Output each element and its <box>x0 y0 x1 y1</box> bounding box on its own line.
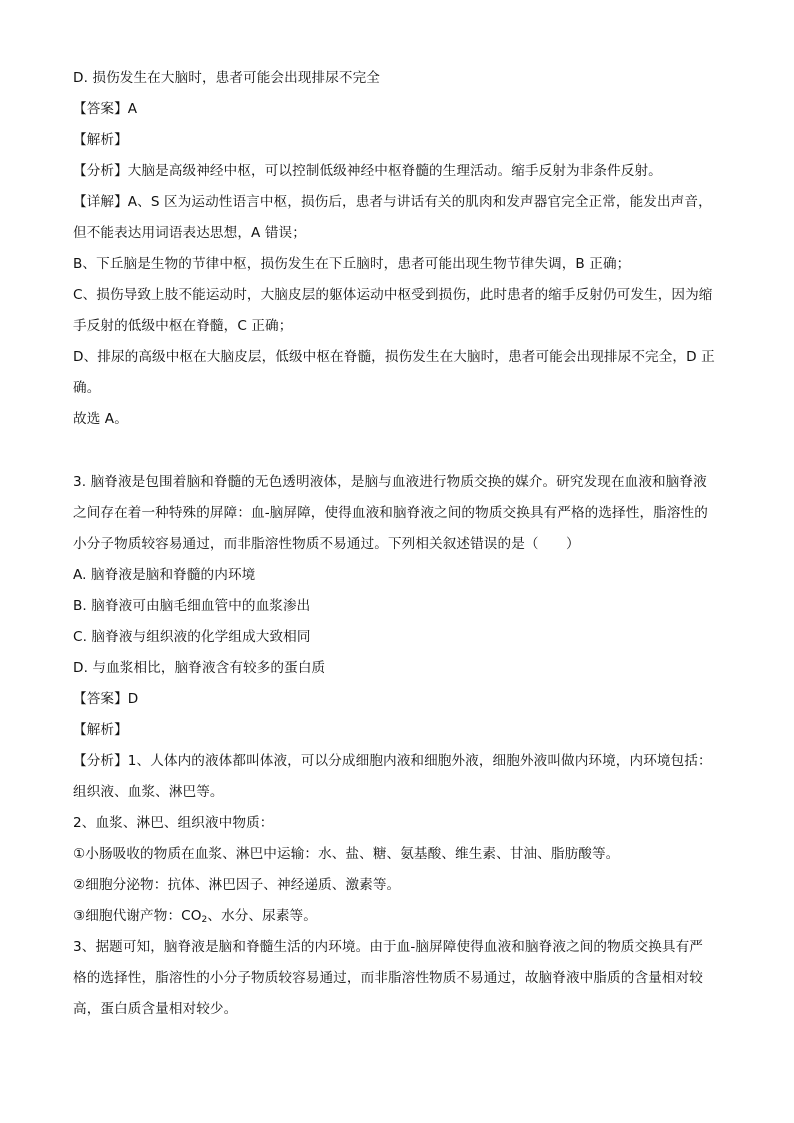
option-d: D. 损伤发生在大脑时，患者可能会出现排尿不完全 <box>73 70 380 86</box>
answer-line: 【答案】D <box>73 691 139 707</box>
detail-line: 确。 <box>73 380 101 396</box>
answer-line: 【答案】A <box>73 101 138 117</box>
question-stem: 小分子物质较容易通过，而非脂溶性物质不易通过。下列相关叙述错误的是（ ） <box>73 536 580 552</box>
question-stem: 之间存在着一种特殊的屏障：血-脑屏障，使得血液和脑脊液之间的物质交换具有严格的选择性，脂溶性的 <box>73 505 708 521</box>
document-page <box>73 63 725 1025</box>
analysis-heading: 【解析】 <box>73 132 128 148</box>
metabolite-suffix: 、水分、尿素等。 <box>207 908 317 924</box>
analysis-line: 格的选择性，脂溶性的小分子物质较容易通过，而非脂溶性物质不易通过，故脑脊液中脂质的含量相对较 <box>73 970 703 986</box>
detail-line: 但不能表达用词语表达思想，A 错误； <box>73 225 306 241</box>
detail-line: 【详解】A、S 区为运动性语言中枢，损伤后，患者与讲话有关的肌肉和发声器官完全正常，能发出声音， <box>73 194 712 210</box>
analysis-heading: 【解析】 <box>73 722 128 738</box>
question-2-remainder <box>73 63 725 435</box>
analysis-line: 3、据题可知，脑脊液是脑和脊髓生活的内环境。由于血-脑屏障使得血液和脑脊液之间的物质交换具有严 <box>73 939 703 955</box>
analysis-line: 组织液、血浆、淋巴等。 <box>73 784 224 800</box>
detail-line: D、排尿的高级中枢在大脑皮层，低级中枢在脊髓，损伤发生在大脑时，患者可能会出现排尿不完全，D 正 <box>73 349 715 365</box>
option-c: C. 脑脊液与组织液的化学组成大致相同 <box>73 629 311 645</box>
option-b: B. 脑脊液可由脑毛细血管中的血浆渗出 <box>73 598 311 614</box>
metabolite-prefix: ③细胞代谢产物：CO <box>73 908 202 924</box>
analysis-line: ①小肠吸收的物质在血浆、淋巴中运输：水、盐、糖、氨基酸、维生素、甘油、脂肪酸等。 <box>73 846 620 862</box>
detail-line: C、损伤导致上肢不能运动时，大脑皮层的躯体运动中枢受到损伤，此时患者的缩手反射仍可发生，因为缩 <box>73 287 713 303</box>
metabolite-line <box>73 901 725 932</box>
question-3 <box>73 467 725 1025</box>
conclusion-line: 故选 A。 <box>73 411 128 427</box>
co2-subscript: 2 <box>201 915 208 925</box>
analysis-line: 2、血浆、淋巴、组织液中物质： <box>73 815 274 831</box>
analysis-line: ②细胞分泌物：抗体、淋巴因子、神经递质、激素等。 <box>73 877 401 893</box>
detail-line: B、下丘脑是生物的节律中枢，损伤发生在下丘脑时，患者可能出现生物节律失调，B 正确； <box>73 256 631 272</box>
option-d: D. 与血浆相比，脑脊液含有较多的蛋白质 <box>73 660 326 676</box>
analysis-line: 【分析】1、人体内的液体都叫体液，可以分成细胞内液和细胞外液，细胞外液叫做内环境，内环境包括： <box>73 753 712 769</box>
analysis-summary: 【分析】大脑是高级神经中枢，可以控制低级神经中枢脊髓的生理活动。缩手反射为非条件反射。 <box>73 163 662 179</box>
analysis-line: 高，蛋白质含量相对较少。 <box>73 1001 238 1017</box>
section-gap <box>73 435 725 467</box>
option-a: A. 脑脊液是脑和脊髓的内环境 <box>73 567 256 583</box>
detail-line: 手反射的低级中枢在脊髓，C 正确； <box>73 318 293 334</box>
question-stem: 3. 脑脊液是包围着脑和脊髓的无色透明液体，是脑与血液进行物质交换的媒介。研究发现在血液和脑脊液 <box>73 474 707 490</box>
